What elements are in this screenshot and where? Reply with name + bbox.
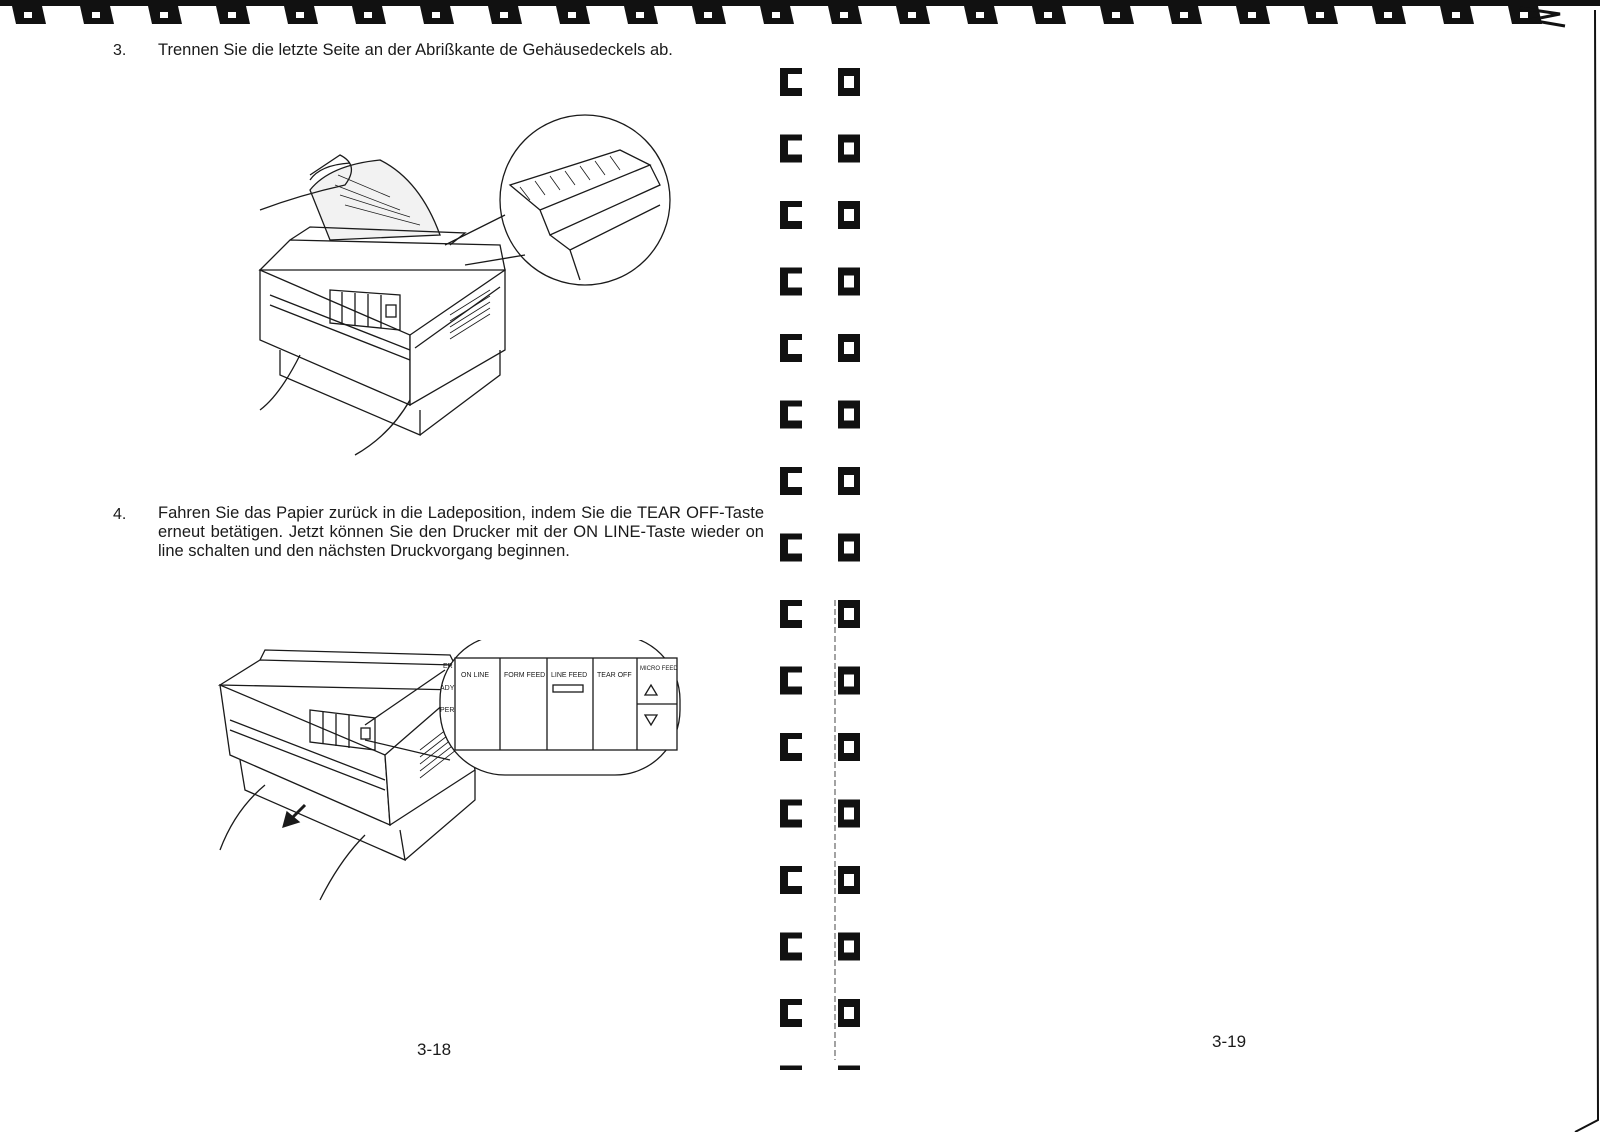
reverse-feed-illustration (215, 640, 695, 920)
binding-hole-right (838, 933, 860, 961)
panel-button-microfeed: MICRO FEED (640, 666, 678, 672)
right-edge (1570, 10, 1600, 1132)
binding-hole-right (838, 534, 860, 562)
binding-hole-right (838, 268, 860, 296)
panel-button-linefeed: LINE FEED (551, 672, 588, 679)
binding-hole-left (780, 534, 802, 562)
binding-hole-right (838, 667, 860, 695)
panel-side-label-3: PER (440, 707, 455, 714)
step-3-number: 3. (113, 42, 127, 59)
binding-hole-right (838, 733, 860, 761)
page-number-left: 3-18 (417, 1040, 452, 1059)
step-4-text: Fahren Sie das Papier zurück in die Ladeposition, indem Sie die TEAR OFF-Taste erneut betätigen. Jetzt können Sie den Drucker mit der ON LINE-Taste wieder on line schalten und den nächsten Druckvorgang beginnen. (158, 504, 764, 560)
binding-hole-right (838, 467, 860, 495)
binding-hole-right (838, 201, 860, 229)
binding-hole-left (780, 600, 802, 628)
binding-hole-left (780, 866, 802, 894)
binding-hole-right (838, 334, 860, 362)
binding-hole-left (780, 68, 802, 96)
binding-hole-right (838, 135, 860, 163)
binding-hole-left (780, 135, 802, 163)
binding-hole-right (838, 999, 860, 1027)
binding-hole-right (838, 866, 860, 894)
binding-holes (780, 60, 890, 1070)
binding-hole-left (780, 201, 802, 229)
binding-hole-left (780, 1066, 802, 1071)
panel-side-label-2: ADY (440, 685, 455, 692)
binding-hole-left (780, 334, 802, 362)
panel-side-label-1: ER (443, 663, 453, 670)
binding-hole-left (780, 999, 802, 1027)
tear-off-illustration (250, 105, 680, 465)
binding-strip (0, 0, 1600, 34)
step-3-text: Trennen Sie die letzte Seite an der Abrißkante de Gehäusedeckels ab. (158, 41, 673, 59)
binding-hole-left (780, 401, 802, 429)
binding-hole-right (838, 600, 860, 628)
binding-hole-left (780, 733, 802, 761)
binding-hole-left (780, 800, 802, 828)
binding-hole-left (780, 467, 802, 495)
binding-hole-right (838, 68, 860, 96)
binding-hole-right (838, 800, 860, 828)
panel-button-formfeed: FORM FEED (504, 672, 546, 679)
binding-hole-left (780, 667, 802, 695)
binding-hole-left (780, 933, 802, 961)
panel-button-tearoff: TEAR OFF (597, 672, 632, 679)
binding-hole-left (780, 268, 802, 296)
panel-button-online: ON LINE (461, 672, 490, 679)
page-number-right: 3-19 (1212, 1032, 1247, 1051)
step-4-number: 4. (113, 506, 127, 523)
binding-hole-right (838, 401, 860, 429)
binding-hole-right (838, 1066, 860, 1071)
